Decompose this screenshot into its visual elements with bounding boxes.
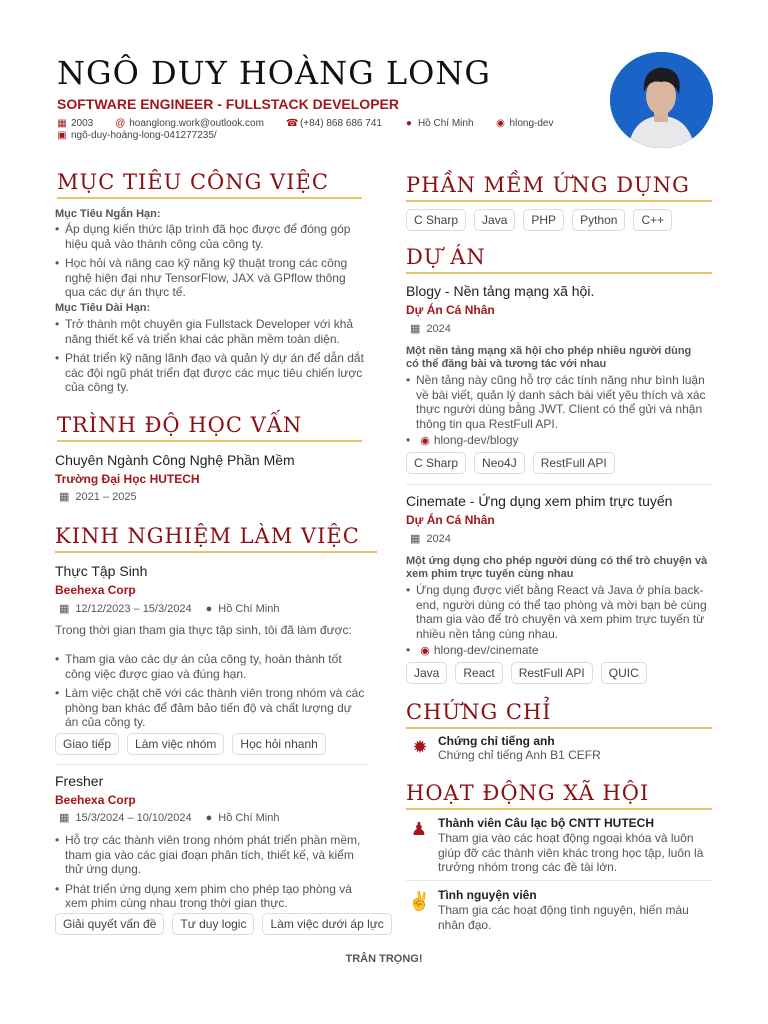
job-meta: ▦ 12/12/2023 – 15/3/2024 ● Hồ Chí Minh xyxy=(59,602,280,615)
long-term-label: Mục Tiêu Dài Hạn: xyxy=(55,302,151,314)
map-pin-icon: ● xyxy=(405,118,412,129)
project-type: Dự Án Cá Nhân xyxy=(406,513,495,527)
list-item: • Áp dụng kiến thức lập trình đã học được để đóng góp hiệu quả vào thành công của công ty. xyxy=(55,222,365,251)
project-bullets xyxy=(406,373,716,436)
project-bullets xyxy=(406,583,718,646)
project-repo-link[interactable]: • ◉ hlong-dev/blogy xyxy=(406,433,519,447)
project-tech-tags xyxy=(406,662,647,684)
phone[interactable]: ☎ (+84) 868 686 741 xyxy=(285,118,382,129)
job-bullets xyxy=(55,833,367,916)
calendar-icon: ▦ xyxy=(59,491,70,503)
short-term-label: Mục Tiêu Ngắn Hạn: xyxy=(55,208,161,220)
tech-tag: RestFull API xyxy=(533,452,615,474)
job-intro: Trong thời gian tham gia thực tập sinh, tôi đã làm được: xyxy=(55,623,352,637)
education-major: Chuyên Ngành Công Nghệ Phần Mềm xyxy=(55,452,295,468)
tech-tag: Neo4J xyxy=(474,452,525,474)
project-name: Cinemate - Ứng dụng xem phim trực tuyến xyxy=(406,493,673,509)
list-item: • Hỗ trợ các thành viên trong nhóm phát triển phần mềm, tham gia vào các giai đoạn phân tích, thiết kế, và kiểm thử ứng dụng. xyxy=(55,833,367,877)
avatar xyxy=(610,52,713,148)
tech-tag: React xyxy=(455,662,502,684)
software-tag: C++ xyxy=(633,209,672,231)
section-title-objective: MỤC TIÊU CÔNG VIỆC xyxy=(57,170,362,199)
certificate-detail: Chứng chỉ tiếng Anh B1 CEFR xyxy=(438,748,601,762)
job-position: Thực Tập Sinh xyxy=(55,563,148,579)
short-term-list xyxy=(55,222,365,305)
certificate-name: Chứng chỉ tiếng anh xyxy=(438,734,555,748)
project-name: Blogy - Nền tảng mạng xã hội. xyxy=(406,283,595,299)
list-item: • Phát triển kỹ năng lãnh đạo và quản lý dự án để dẫn dắt các đội ngũ phát triển đạt được các mục tiêu chiến lược của công ty. xyxy=(55,351,365,395)
list-item: • Nền tảng này cũng hỗ trợ các tính năng như bình luận về bài viết, quản lý danh sách bài viết yêu thích và xác thực người dùng bằng JWT. Client có thể gửi và nhận thông tin qua RestFull API. xyxy=(406,373,716,431)
skill-tag: Tư duy logic xyxy=(172,913,254,935)
section-title-projects: DỰ ÁN xyxy=(406,245,712,274)
section-title-activities: HOẠT ĐỘNG XÃ HỘI xyxy=(406,781,712,810)
contact-info xyxy=(57,118,597,142)
software-tag: Python xyxy=(572,209,625,231)
list-item: • Học hỏi và nâng cao kỹ năng kỹ thuật trong các công nghệ hiện đại như TensorFlow, JAX và GPflow thông qua các dự án thực tế. xyxy=(55,256,365,300)
calendar-icon: ▦ xyxy=(59,812,70,824)
education-school: Trường Đại Học HUTECH xyxy=(55,472,200,486)
location: ● Hồ Chí Minh xyxy=(405,118,474,129)
list-item: • Phát triển ứng dụng xem phim cho phép tạo phòng và xem phim cùng nhau trong thời gian thực. xyxy=(55,882,367,911)
education-period: ▦ 2021 – 2025 xyxy=(59,490,137,503)
software-tag: Java xyxy=(474,209,515,231)
project-type: Dự Án Cá Nhân xyxy=(406,303,495,317)
project-tech-tags xyxy=(406,452,615,474)
project-year: ▦ 2024 xyxy=(410,322,451,335)
email-link[interactable]: @ hoanglong.work@outlook.com xyxy=(115,118,264,129)
phone-icon: ☎ xyxy=(285,118,299,129)
activity-detail: Tham gia vào các hoạt động ngoại khóa và luôn giúp đỡ các thành viên khác trong học tập, luôn là trưởng nhóm trong các đề tài lớn. xyxy=(438,831,704,874)
section-title-education: TRÌNH ĐỘ HỌC VẤN xyxy=(57,413,362,442)
project-summary: Một ứng dụng cho phép người dùng có thể trò chuyện và xem phim trực tuyến cùng nhau xyxy=(406,555,708,580)
section-title-certificates: CHỨNG CHỈ xyxy=(406,700,712,729)
list-item: • Trở thành một chuyên gia Fullstack Developer với khả năng thiết kế và triển khai các phần mềm toàn diện. xyxy=(55,317,365,346)
section-title-software: PHẦN MỀM ỨNG DỤNG xyxy=(406,173,712,202)
long-term-list xyxy=(55,317,365,400)
calendar-icon: ▦ xyxy=(410,533,421,545)
birth-year: ▦ 2003 xyxy=(57,118,94,129)
job-position: Fresher xyxy=(55,773,104,789)
skill-tag: Học hỏi nhanh xyxy=(232,733,325,755)
github-icon: ◉ xyxy=(420,434,430,447)
tech-tag: QUIC xyxy=(601,662,647,684)
list-item: • Tham gia vào các dự án của công ty, hoàn thành tốt công việc được giao và đúng hạn. xyxy=(55,652,367,681)
skill-tag: Giải quyết vấn đề xyxy=(55,913,164,935)
skill-tag: Làm việc nhóm xyxy=(127,733,224,755)
activity-name: Thành viên Câu lạc bộ CNTT HUTECH xyxy=(438,816,655,830)
divider xyxy=(406,880,712,881)
job-company: Beehexa Corp xyxy=(55,583,136,597)
list-item: • Ứng dụng được viết bằng React và Java ở phía back-end, người dùng có thể tạo phòng và mời bạn bè cùng tham gia vào để trò chuyện và xem phim trực tuyến từ nhiều nền tảng cùng nhau. xyxy=(406,583,718,641)
handshake-icon: ✌ xyxy=(408,891,431,911)
project-year: ▦ 2024 xyxy=(410,532,451,545)
calendar-icon: ▦ xyxy=(59,603,70,615)
software-tags xyxy=(406,209,672,231)
project-summary: Một nền tảng mạng xã hội cho phép nhiều người dùng có thể đăng bài và tương tác với nhau xyxy=(406,345,692,370)
linkedin-link[interactable]: ▣ ngô-duy-hoàng-long-041277235/ xyxy=(57,130,217,141)
list-item: • Làm việc chặt chẽ với các thành viên trong nhóm và các phòng ban khác để đảm bảo tiến độ và chất lượng dự án của công ty. xyxy=(55,686,367,730)
section-title-experience: KINH NGHIỆM LÀM VIỆC xyxy=(55,524,377,553)
linkedin-icon: ▣ xyxy=(57,130,67,141)
closing-text: TRÂN TRỌNG! xyxy=(345,953,423,965)
job-meta: ▦ 15/3/2024 – 10/10/2024 ● Hồ Chí Minh xyxy=(59,811,280,824)
activity-name: Tình nguyện viên xyxy=(438,888,537,902)
tech-tag: C Sharp xyxy=(406,452,466,474)
job-skill-tags xyxy=(55,733,326,755)
job-bullets xyxy=(55,652,367,735)
certificate-icon: ✹ xyxy=(412,737,428,757)
skill-tag: Làm việc dưới áp lực xyxy=(262,913,391,935)
calendar-icon: ▦ xyxy=(57,118,67,129)
at-icon: @ xyxy=(115,118,126,129)
job-company: Beehexa Corp xyxy=(55,793,136,807)
activity-detail: Tham gia các hoạt động tình nguyện, hiến máu nhân đạo. xyxy=(438,903,689,932)
software-tag: PHP xyxy=(523,209,564,231)
avatar-photo xyxy=(610,52,713,148)
map-pin-icon: ● xyxy=(205,811,213,824)
job-skill-tags xyxy=(55,913,392,935)
skill-tag: Giao tiếp xyxy=(55,733,119,755)
tech-tag: RestFull API xyxy=(511,662,593,684)
divider xyxy=(406,484,712,485)
group-icon: ♟ xyxy=(410,819,428,839)
github-link[interactable]: ◉ hlong-dev xyxy=(496,118,554,129)
software-tag: C Sharp xyxy=(406,209,466,231)
candidate-name: NGÔ DUY HOÀNG LONG xyxy=(57,54,491,92)
map-pin-icon: ● xyxy=(205,602,213,615)
tech-tag: Java xyxy=(406,662,447,684)
github-icon: ◉ xyxy=(420,644,430,657)
project-repo-link[interactable]: • ◉ hlong-dev/cinemate xyxy=(406,643,539,657)
divider xyxy=(55,764,367,765)
candidate-role: SOFTWARE ENGINEER - FULLSTACK DEVELOPER xyxy=(57,96,399,112)
calendar-icon: ▦ xyxy=(410,323,421,335)
github-icon: ◉ xyxy=(496,118,505,129)
